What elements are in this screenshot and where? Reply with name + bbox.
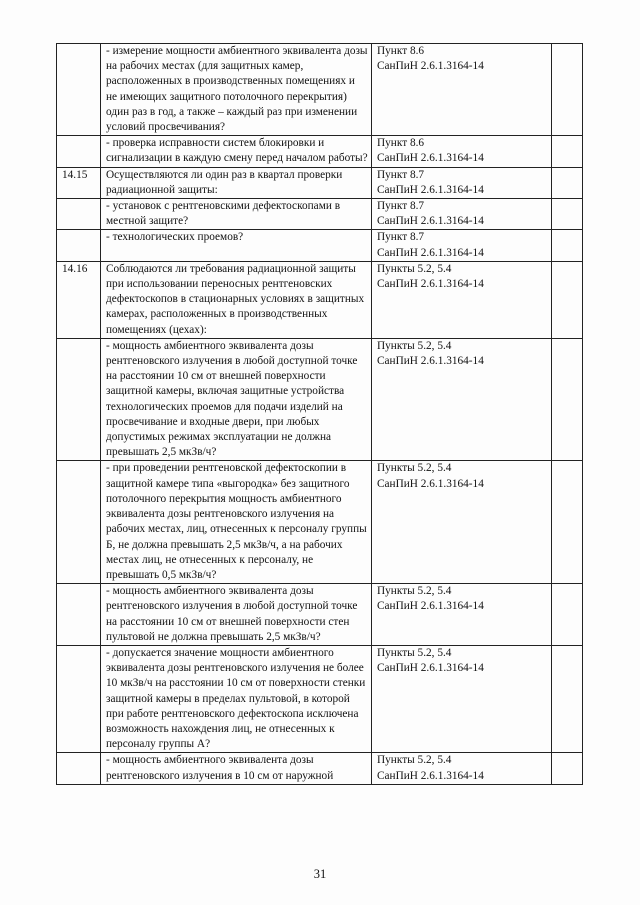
item-number	[57, 44, 101, 136]
item-number	[57, 645, 101, 752]
requirement-cell	[101, 753, 372, 784]
reference-cell	[372, 338, 552, 461]
reference-cell	[372, 645, 552, 752]
requirement-cell	[101, 338, 372, 461]
table-row	[57, 136, 583, 167]
requirement-text: - измерение мощности амбиентного эквивалента дозы на рабочих местах (для защитных камер, расположенных в производственных помещениях и не имеющих защитного потолочного перекрытия) один раз в год, а также – каждый раз при изменении условий просвечивания?	[106, 45, 368, 134]
reference-clause: Пункт 8.6	[377, 45, 425, 57]
answer-cell[interactable]	[552, 261, 583, 338]
reference-cell	[372, 584, 552, 646]
reference-clause: Пункт 8.7	[377, 168, 425, 181]
reference-clause: Пункты 5.2, 5.4	[377, 339, 452, 352]
reference-cell	[372, 261, 552, 338]
checklist-table	[56, 43, 583, 785]
reference-clause: Пункт 8.6	[377, 137, 425, 150]
requirement-text: - при проведении рентгеновской дефектоскопии в защитной камере типа «выгородка» без защитного потолочного перекрытия мощность амбиентного эквивалента дозы рентгеновского излучения на рабочих местах, лиц, отнесенных к персоналу группы Б, не должна превышать 2,5 мкЗв/ч, а на рабочих местах лиц, не отнесенных к персоналу, не превышать 0,5 мкЗв/ч?	[106, 462, 367, 581]
reference-document: СанПиН 2.6.1.3164-14	[377, 183, 484, 196]
answer-cell[interactable]	[552, 753, 583, 784]
reference-clause: Пункты 5.2, 5.4	[377, 585, 452, 598]
reference-cell	[372, 136, 552, 167]
requirement-cell	[101, 584, 372, 646]
requirement-cell	[101, 230, 372, 261]
table-row	[57, 199, 583, 230]
item-number: 14.15	[57, 167, 101, 198]
reference-clause: Пункты 5.2, 5.4	[377, 754, 452, 767]
requirement-text: - мощность амбиентного эквивалента дозы рентгеновского излучения в любой доступной точке на расстоянии 10 см от внешней поверхности защитной камеры, включая защитные устройства технологических проемов для подачи изделий на просвечивание и входные двери, при любых допустимых режимах эксплуатации не должна превышать 2,5 мкЗв/ч?	[106, 339, 358, 459]
requirement-cell	[101, 645, 372, 752]
reference-cell	[372, 461, 552, 584]
requirement-text: Осуществляются ли один раз в квартал проверки радиационной защиты:	[106, 168, 343, 196]
requirement-cell	[101, 261, 372, 338]
reference-document: СанПиН 2.6.1.3164-14	[377, 278, 484, 291]
reference-document: СанПиН 2.6.1.3164-14	[377, 600, 484, 613]
answer-cell[interactable]	[552, 338, 583, 461]
checklist-rows	[57, 44, 583, 785]
table-row	[57, 338, 583, 461]
reference-document: СанПиН 2.6.1.3164-14	[377, 60, 484, 73]
table-row	[57, 230, 583, 261]
requirement-text: - проверка исправности систем блокировки и сигнализации в каждую смену перед началом работы?	[106, 137, 368, 165]
table-row	[57, 753, 583, 784]
reference-cell	[372, 753, 552, 784]
requirement-cell	[101, 136, 372, 167]
reference-cell	[372, 199, 552, 230]
answer-cell[interactable]	[552, 645, 583, 752]
answer-cell[interactable]	[552, 44, 583, 136]
item-number	[57, 338, 101, 461]
table-row	[57, 261, 583, 338]
reference-document: СанПиН 2.6.1.3164-14	[377, 355, 484, 368]
reference-clause: Пункт 8.7	[377, 231, 425, 244]
requirement-cell	[101, 167, 372, 198]
reference-clause: Пункты 5.2, 5.4	[377, 462, 452, 475]
reference-document: СанПиН 2.6.1.3164-14	[377, 477, 484, 490]
item-number	[57, 461, 101, 584]
answer-cell[interactable]	[552, 199, 583, 230]
reference-clause: Пункты 5.2, 5.4	[377, 646, 452, 659]
answer-cell[interactable]	[552, 584, 583, 646]
table-row	[57, 584, 583, 646]
requirement-cell	[101, 44, 372, 136]
item-number	[57, 753, 101, 784]
item-number	[57, 199, 101, 230]
table-row	[57, 44, 583, 136]
item-number	[57, 136, 101, 167]
table-row	[57, 645, 583, 752]
reference-clause: Пункт 8.7	[377, 200, 425, 213]
answer-cell[interactable]	[552, 230, 583, 261]
requirement-cell	[101, 199, 372, 230]
reference-document: СанПиН 2.6.1.3164-14	[377, 769, 484, 782]
reference-document: СанПиН 2.6.1.3164-14	[377, 215, 484, 228]
page-number: 31	[313, 867, 327, 881]
reference-cell	[372, 44, 552, 136]
requirement-cell	[101, 461, 372, 584]
reference-document: СанПиН 2.6.1.3164-14	[377, 662, 484, 675]
item-number	[57, 584, 101, 646]
item-number	[57, 230, 101, 261]
answer-cell[interactable]	[552, 461, 583, 584]
requirement-text: Соблюдаются ли требования радиационной защиты при использовании переносных рентгеновских дефектоскопов в стационарных условиях в защитных камерах, расположенных в производственных помещениях (цехах):	[106, 262, 365, 336]
requirement-text: - мощность амбиентного эквивалента дозы рентгеновского излучения в любой доступной точке на расстоянии 10 см от внешней поверхности стен пультовой не должна превышать 2,5 мкЗв/ч?	[106, 585, 358, 643]
table-row	[57, 461, 583, 584]
reference-cell	[372, 230, 552, 261]
requirement-text: - допускается значение мощности амбиентного эквивалента дозы рентгеновского излучения не более 10 мкЗв/ч на расстоянии 10 см от поверхности стенки защитной камеры в пределах пультовой, в которой при работе рентгеновского дефектоскопа исключена возможность нахождения лиц, не отнесенных к персоналу группы А?	[106, 646, 366, 751]
item-number: 14.16	[57, 261, 101, 338]
requirement-text: - установок с рентгеновскими дефектоскопами в местной защите?	[106, 200, 341, 228]
reference-cell	[372, 167, 552, 198]
requirement-text: - технологических проемов?	[106, 231, 244, 244]
requirement-text: - мощность амбиентного эквивалента дозы рентгеновского излучения в 10 см от наружной	[106, 754, 334, 782]
reference-document: СанПиН 2.6.1.3164-14	[377, 152, 484, 165]
reference-document: СанПиН 2.6.1.3164-14	[377, 246, 484, 259]
answer-cell[interactable]	[552, 136, 583, 167]
table-row	[57, 167, 583, 198]
reference-clause: Пункты 5.2, 5.4	[377, 262, 452, 275]
answer-cell[interactable]	[552, 167, 583, 198]
